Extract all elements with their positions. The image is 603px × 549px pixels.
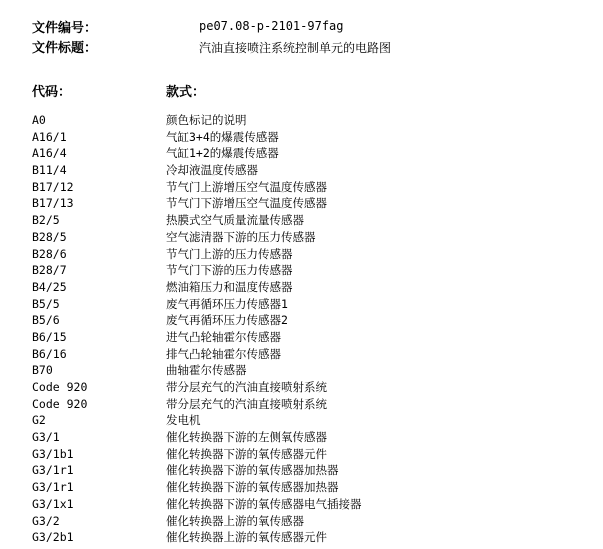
code-column-header: 代码：: [32, 85, 72, 100]
component-description: 节气门上游增压空气温度传感器: [166, 179, 327, 194]
table-row: [0, 212, 603, 229]
component-code: A16/4: [32, 146, 67, 161]
component-code: B17/12: [32, 179, 74, 194]
component-description: 冷却液温度传感器: [166, 163, 258, 178]
doc-title-value: 汽油直接喷注系统控制单元的电路图: [199, 41, 392, 55]
table-row: [0, 496, 603, 513]
component-code: B28/5: [32, 229, 67, 244]
component-description: 催化转换器上游的氧传感器: [166, 513, 304, 528]
table-row: [0, 162, 603, 179]
component-description: 节气门上游的压力传感器: [166, 246, 293, 261]
table-row: [0, 529, 603, 546]
table-row: [0, 329, 603, 346]
component-description: 废气再循环压力传感器2: [166, 313, 288, 328]
table-row: [0, 179, 603, 196]
table-row: [0, 362, 603, 379]
component-description: 催化转换器上游的氧传感器元件: [166, 530, 327, 545]
table-row: [0, 279, 603, 296]
component-code: B6/15: [32, 329, 67, 344]
component-description: 气缸3+4的爆震传感器: [166, 129, 279, 144]
table-row: [0, 296, 603, 313]
table-row: [0, 446, 603, 463]
component-code: B5/6: [32, 313, 60, 328]
component-description: 带分层充气的汽油直接喷射系统: [166, 396, 327, 411]
table-row: [0, 312, 603, 329]
component-description: 燃油箱压力和温度传感器: [166, 279, 293, 294]
table-row: [0, 262, 603, 279]
component-description: 排气凸轮轴霍尔传感器: [166, 346, 281, 361]
component-description: 节气门下游增压空气温度传感器: [166, 196, 327, 211]
component-description: 催化转换器下游的氧传感器加热器: [166, 463, 339, 478]
component-description: 进气凸轮轴霍尔传感器: [166, 329, 281, 344]
component-description: 节气门下游的压力传感器: [166, 263, 293, 278]
component-code: B6/16: [32, 346, 67, 361]
table-row: [0, 396, 603, 413]
doc-number-label: 文件编号：: [32, 21, 98, 36]
component-code: B2/5: [32, 213, 60, 228]
component-code: G3/1x1: [32, 496, 74, 511]
component-description: 催化转换器下游的氧传感器电气插接器: [166, 496, 362, 511]
table-row: [0, 429, 603, 446]
component-description: 带分层充气的汽油直接喷射系统: [166, 380, 327, 394]
component-code: B70: [32, 363, 53, 378]
component-code: A0: [32, 113, 46, 127]
component-list: [0, 112, 603, 546]
component-description: 气缸1+2的爆震传感器: [166, 146, 279, 161]
component-code: G3/2b1: [32, 530, 74, 545]
component-description: 催化转换器下游的氧传感器加热器: [166, 480, 339, 495]
table-row: [0, 229, 603, 246]
table-row: [0, 246, 603, 263]
component-description: 空气滤清器下游的压力传感器: [166, 229, 316, 244]
component-description: 发电机: [166, 413, 201, 428]
doc-title-label: 文件标题：: [32, 41, 98, 56]
table-row: [0, 346, 603, 363]
table-row: [0, 112, 603, 129]
component-description: 颜色标记的说明: [166, 113, 247, 127]
doc-number-value: pe07.08-p-2101-97fag: [199, 19, 344, 33]
table-row: [0, 462, 603, 479]
component-description: 废气再循环压力传感器1: [166, 296, 288, 311]
table-row: [0, 145, 603, 162]
component-description: 曲轴霍尔传感器: [166, 363, 247, 378]
table-row: [0, 129, 603, 146]
component-code: G3/2: [32, 513, 60, 528]
component-code: A16/1: [32, 129, 67, 144]
component-code: B4/25: [32, 279, 67, 294]
component-code: B17/13: [32, 196, 74, 211]
desc-column-header: 款式：: [166, 85, 206, 100]
table-row: [0, 513, 603, 530]
component-code: G3/1r1: [32, 480, 74, 495]
table-row: [0, 412, 603, 429]
component-code: Code 920: [32, 380, 88, 394]
component-description: 热膜式空气质量流量传感器: [166, 213, 304, 228]
component-code: G3/1b1: [32, 446, 74, 461]
component-code: B11/4: [32, 163, 67, 178]
component-code: B28/6: [32, 246, 67, 261]
component-code: G3/1r1: [32, 463, 74, 478]
component-code: G3/1: [32, 430, 60, 445]
table-row: [0, 479, 603, 496]
component-description: 催化转换器下游的氧传感器元件: [166, 446, 327, 461]
component-code: Code 920: [32, 396, 88, 411]
component-code: G2: [32, 413, 46, 428]
table-row: [0, 195, 603, 212]
component-code: B28/7: [32, 263, 67, 278]
component-description: 催化转换器下游的左侧氧传感器: [166, 430, 327, 445]
component-code: B5/5: [32, 296, 60, 311]
table-row: [0, 379, 603, 396]
